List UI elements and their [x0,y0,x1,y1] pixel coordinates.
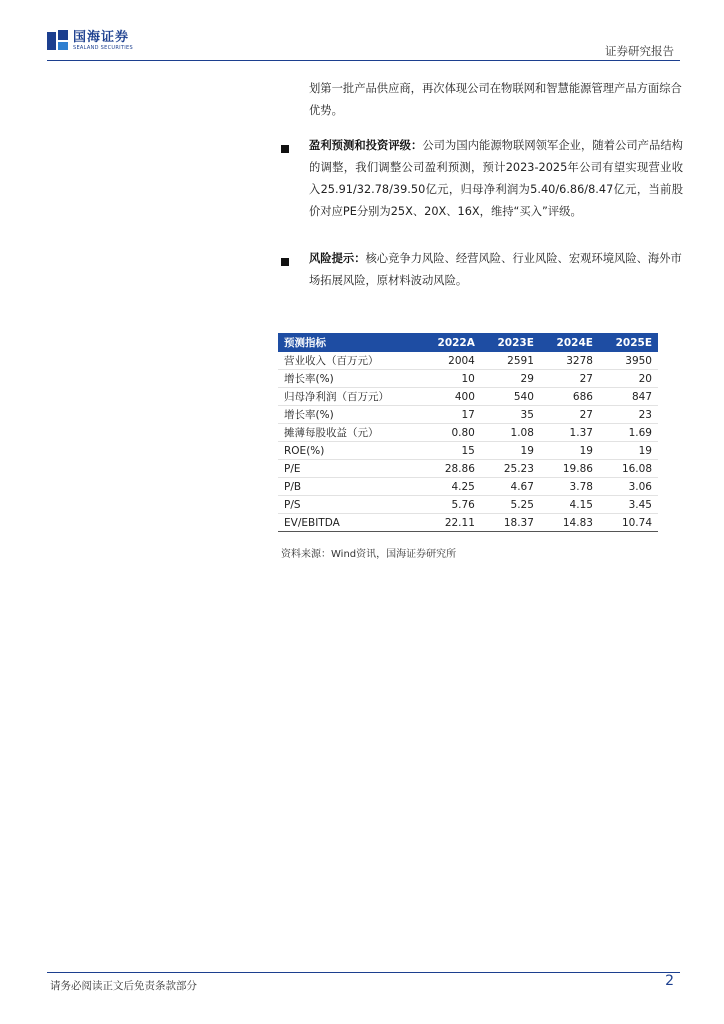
footer-disclaimer: 请务必阅读正文后免责条款部分 [50,980,197,992]
table-cell: 27 [540,406,599,424]
table-header-row [278,333,658,352]
table-cell: 4.67 [481,478,540,496]
table-cell: 1.69 [599,424,658,442]
table-cell: 3278 [540,352,599,370]
row-label: P/E [278,460,421,478]
table-cell: 27 [540,370,599,388]
table-cell: 19 [599,442,658,460]
table-source-note: 资料来源：Wind资讯，国海证券研究所 [281,549,457,560]
table-cell: 19 [540,442,599,460]
table-cell: 22.11 [421,514,481,532]
table-cell: 16.08 [599,460,658,478]
header-divider [47,60,680,61]
table-cell: 1.37 [540,424,599,442]
company-logo [47,30,133,52]
table-cell: 18.37 [481,514,540,532]
table-cell: 14.83 [540,514,599,532]
table-row [278,460,658,478]
row-label: 增长率(%) [278,370,421,388]
section-title: 盈利预测和投资评级： [309,139,423,152]
table-cell: 19.86 [540,460,599,478]
table-row [278,370,658,388]
section-title: 风险提示： [309,252,366,265]
forecast-table [278,333,658,532]
table-cell: 0.80 [421,424,481,442]
table-row [278,514,658,532]
column-header: 2024E [540,333,599,352]
table-cell: 686 [540,388,599,406]
page-number: 2 [665,973,674,989]
column-header: 2025E [599,333,658,352]
row-label: 增长率(%) [278,406,421,424]
table-cell: 2004 [421,352,481,370]
column-header: 预测指标 [278,333,421,352]
table-row [278,478,658,496]
logo-name-cn: 国海证券 [73,30,130,45]
table-cell: 400 [421,388,481,406]
table-cell: 28.86 [421,460,481,478]
table-cell: 3.45 [599,496,658,514]
logo-icon [47,30,69,52]
table-cell: 3.78 [540,478,599,496]
table-cell: 35 [481,406,540,424]
table-row [278,352,658,370]
table-cell: 5.25 [481,496,540,514]
table-cell: 847 [599,388,658,406]
table-row [278,388,658,406]
section-text: 公司为国内能源物联网领军企业，随着公司产品结构的调整，我们调整公司盈利预测，预计2023-2025年公司有望实现营业收入25.91/32.78/39.50亿元，归母净利润为5.40/6.86/8.47亿元，当前股价对应PE分别为25X、20X、16X，维持“买入”评级。 [309,139,683,218]
report-type: 证券研究报告 [605,44,674,58]
table-row [278,424,658,442]
table-cell: 29 [481,370,540,388]
table-cell: 4.15 [540,496,599,514]
row-label: 营业收入（百万元） [278,352,421,370]
table-cell: 1.08 [481,424,540,442]
column-header: 2022A [421,333,481,352]
continued-paragraph: 划第一批产品供应商，再次体现公司在物联网和智慧能源管理产品方面综合优势。 [309,82,682,117]
column-header: 2023E [481,333,540,352]
table-cell: 2591 [481,352,540,370]
bullet-icon [281,145,289,153]
table-cell: 10.74 [599,514,658,532]
risk-warning-paragraph [309,248,683,292]
table-cell: 4.25 [421,478,481,496]
table-cell: 3.06 [599,478,658,496]
table-cell: 19 [481,442,540,460]
footer-divider [47,972,680,973]
table-cell: 540 [481,388,540,406]
table-row [278,496,658,514]
table-cell: 17 [421,406,481,424]
section-text: 核心竞争力风险、经营风险、行业风险、宏观环境风险、海外市场拓展风险，原材料波动风险。 [309,252,682,287]
row-label: EV/EBITDA [278,514,421,532]
row-label: 归母净利润（百万元） [278,388,421,406]
logo-name-en: SEALAND SECURITIES [73,45,133,51]
row-label: 摊薄每股收益（元） [278,424,421,442]
table-cell: 23 [599,406,658,424]
table-cell: 5.76 [421,496,481,514]
table-cell: 10 [421,370,481,388]
row-label: ROE(%) [278,442,421,460]
row-label: P/S [278,496,421,514]
table-cell: 25.23 [481,460,540,478]
table-cell: 20 [599,370,658,388]
earnings-forecast-paragraph [309,135,683,223]
table-row [278,406,658,424]
table-cell: 3950 [599,352,658,370]
table-cell: 15 [421,442,481,460]
row-label: P/B [278,478,421,496]
table-row [278,442,658,460]
bullet-icon [281,258,289,266]
